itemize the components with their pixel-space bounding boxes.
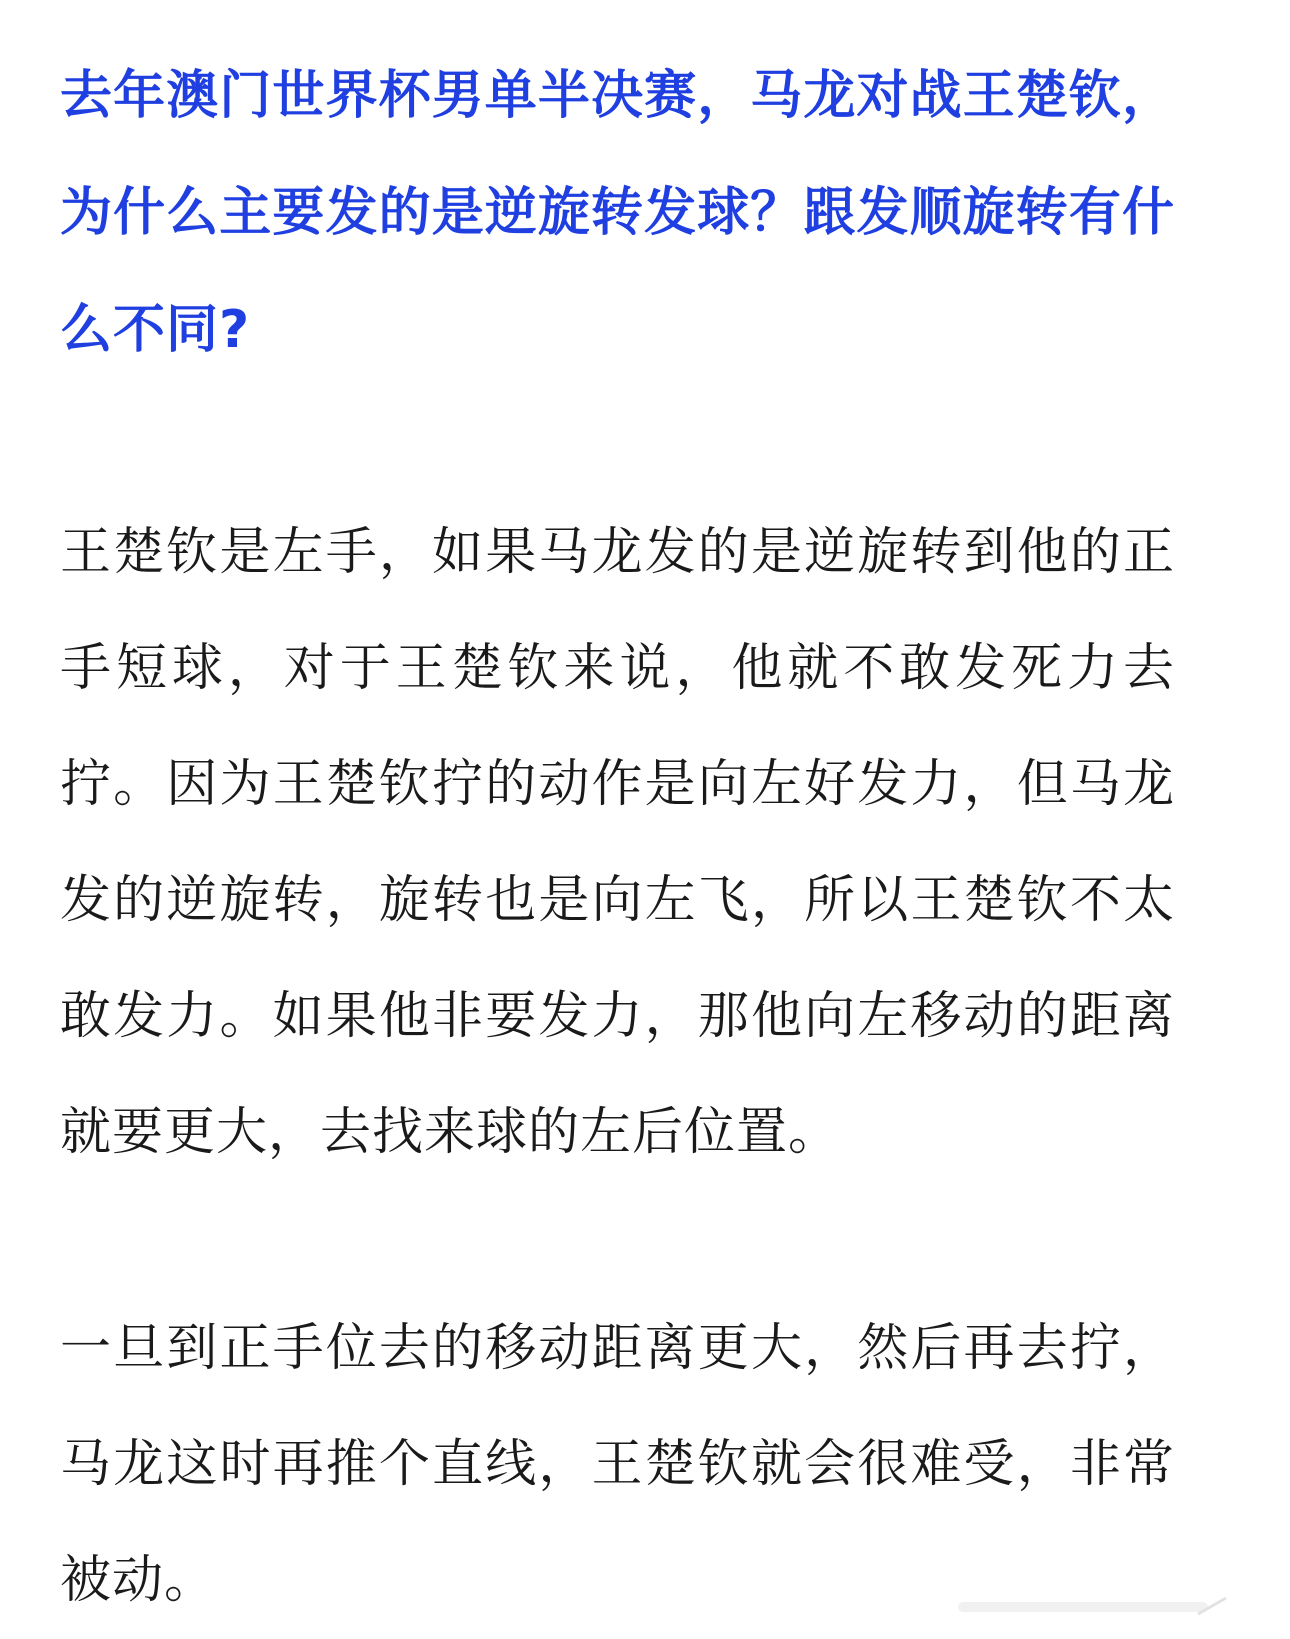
spacer xyxy=(60,389,1175,495)
question-heading: 去年澳门世界杯男单半决赛，马龙对战王楚钦，为什么主要发的是逆旋转发球？跟发顺旋转有什么不同? xyxy=(60,66,1175,360)
answer-paragraph-1: 王楚钦是左手，如果马龙发的是逆旋转到他的正手短球，对于王楚钦来说，他就不敢发死力去拧。因为王楚钦拧的动作是向左好发力，但马龙发的逆旋转，旋转也是向左飞，所以王楚钦不太敢发力。如果他非要发力，那他向左移动的距离就要更大，去找来球的左后位置。 xyxy=(60,523,1175,1162)
answer-paragraph-2: 一旦到正手位去的移动距离更大，然后再去拧，马龙这时再推个直线，王楚钦就会很难受，非常被动。 xyxy=(60,1319,1175,1610)
spacer xyxy=(60,1191,1175,1291)
article-body xyxy=(60,38,1175,1639)
watermark-logo xyxy=(958,1596,1228,1620)
